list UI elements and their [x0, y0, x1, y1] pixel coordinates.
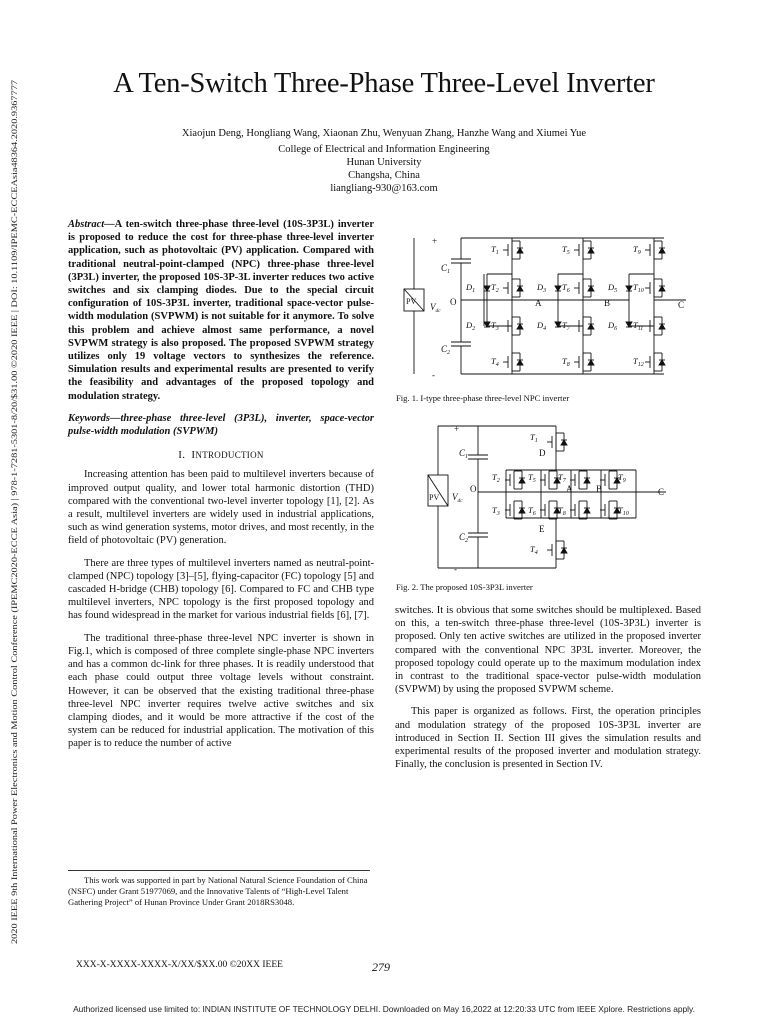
switch-label: $T_1$	[530, 432, 538, 444]
switch-label: $T_4$	[530, 544, 538, 556]
capacitor-c1-label: $C_1$	[459, 448, 469, 460]
affiliation-college: College of Electrical and Information Engineering	[278, 144, 490, 155]
igbt-switch	[574, 241, 594, 259]
igbt-switch	[547, 541, 567, 559]
igbt-switch	[574, 317, 594, 335]
abstract-text: —A ten-switch three-phase three-level (10S-3P3L) inverter is proposed to reduce the cost for three-phase three-level inverter application, such as photovoltaic (PV) application. Compared with traditional neutral-point-clamped (NPC) three-phase three-level (3P3L) inverter, the proposed 10S-3P-3L inverter reduces two active switches and six clamping diodes. Due to the special circuit configuration of 10S-3P3L inverter, traditional space-vector pulse-width modulation (SVPWM) is not suitable for it anymore. To solve this problem and achieve almost same performance, a novel SVPWM strategy is also proposed. The proposed SVPWM strategy utilizes only 19 voltage vectors to synthesizes the reference. Simulation results and experimental results are presented to verify the feasibility and advantages of the proposed topology and modulation strategy.	[68, 219, 374, 402]
figure-2-proposed-inverter	[396, 420, 696, 581]
igbt-switch	[505, 501, 525, 519]
capacitor-c2-label: $C_2$	[441, 344, 451, 356]
igbt-switch	[600, 471, 620, 489]
igbt-switch	[574, 353, 594, 371]
capacitor-c1-label: $C_1$	[441, 263, 451, 275]
igbt-switch	[574, 279, 594, 297]
igbt-switch	[645, 241, 665, 259]
author-email[interactable]: liangliang-930@163.com	[330, 183, 438, 194]
funding-footnote: This work was supported in part by National Natural Science Foundation of China (NSFC) under Grant 51977069, and the Innovative Talents of “High-Level Talent Gathering Project” of Hunan Province Under Grant 2018RS3048.	[68, 875, 368, 908]
abstract	[68, 218, 374, 403]
section-title-rest: NTRODUCTION	[195, 450, 264, 461]
license-notice: Authorized licensed use limited to: INDIAN INSTITUTE OF TECHNOLOGY DELHI. Downloaded on May 16,2022 at 12:20:33 UTC from IEEE Xplore. Restrictions apply.	[73, 1004, 695, 1014]
switch-label: $T_7$	[558, 472, 566, 484]
igbt-switch	[505, 471, 525, 489]
node-d-label: D	[539, 448, 546, 458]
side-citation-strip	[2, 78, 28, 946]
vdc-label: $V_{dc}$	[452, 492, 463, 504]
node-e-label: E	[539, 524, 545, 534]
section-title-initial: I	[191, 449, 196, 462]
switch-label: $T_9$	[633, 244, 641, 256]
switch-label: $T_1$	[491, 244, 499, 256]
switch-label: $T_9$	[618, 472, 626, 484]
igbt-switch	[570, 471, 590, 489]
igbt-switch	[600, 501, 620, 519]
right-column	[395, 604, 701, 780]
igbt-switch	[540, 471, 560, 489]
neutral-point-label: O	[470, 484, 477, 494]
igbt-switch	[503, 353, 523, 371]
clamping-diode	[626, 286, 632, 291]
switch-label: $T_5$	[528, 472, 536, 484]
phase-b-label: B	[596, 484, 603, 494]
igbt-switch	[503, 241, 523, 259]
bus-plus-label: +	[454, 424, 460, 434]
igbt-switch	[645, 317, 665, 335]
switch-label: $T_{10}$	[618, 505, 629, 517]
switch-label: $T_{10}$	[633, 282, 644, 294]
diode-label: $D_6$	[608, 320, 618, 332]
diode-label: $D_4$	[537, 320, 547, 332]
paper-title: A Ten-Switch Three-Phase Three-Level Inverter	[113, 68, 655, 99]
capacitor-c2-label: $C_2$	[459, 532, 469, 544]
phase-b-label: B	[604, 298, 611, 308]
diode-label: $D_2$	[466, 320, 476, 332]
phase-a-label: A	[566, 484, 573, 494]
igbt-switch	[645, 353, 665, 371]
switch-label: $T_{11}$	[633, 320, 644, 332]
switch-label: $T_4$	[491, 356, 499, 368]
figure-1-npc-inverter	[396, 228, 706, 389]
switch-label: $T_{12}$	[633, 356, 644, 368]
side-citation-text: 2020 IEEE 9th International Power Electronics and Motion Control Conference (IPEMC2020-ECCE Asia) | 978-1-7281-5301-8/20/$31.00 ©2020 IEEE | DOI: 10.1109/IPEMC-ECCEAsia48364.2020.9367777	[10, 257, 19, 944]
diode-label: $D_1$	[466, 282, 476, 294]
clamping-diode	[555, 286, 561, 291]
abstract-label: Abstract	[68, 219, 105, 230]
isbn-line: XXX-X-XXXX-XXXX-X/XX/$XX.00 ©20XX IEEE	[76, 960, 283, 970]
paragraph: switches. It is obvious that some switches should be multiplexed. Based on this, a ten-switch three-phase three-level (10S-3P3L) inverter is proposed. Only ten active switches are utilized in the proposed inverter compared with the conventional NPC 3P3L inverter. Moreover, the proposed topology could operate up to the maximum modulation index in contrast to the traditional space-vector pulse-width modulation (SVPWM) by using the proposed SVPWM scheme.	[395, 605, 701, 696]
pv-source-label: PV	[406, 297, 417, 306]
igbt-switch	[503, 279, 523, 297]
switch-label: $T_5$	[562, 244, 570, 256]
paragraph: There are three types of multilevel inverters named as neutral-point-clamped (NPC) topology [3]–[5], flying-capacitor (FC) topology [5] and cascaded H-bridge (CHB) topology [6]. Compared to FC and CHB type multilevel inverters, NPC topology is the first proposed topology and has found widespread in the market for various industrial fields [6], [7].	[68, 557, 374, 622]
igbt-switch	[570, 501, 590, 519]
switch-label: $T_3$	[492, 505, 500, 517]
author-list: Xiaojun Deng, Hongliang Wang, Xiaonan Zhu, Wenyuan Zhang, Hanzhe Wang and Xiumei Yue	[181, 128, 587, 139]
switch-label: $T_3$	[491, 320, 499, 332]
neutral-point-label: O	[450, 297, 457, 307]
diode-label: $D_3$	[537, 282, 547, 294]
page-number: 279	[372, 960, 390, 974]
switch-label: $T_8$	[558, 505, 566, 517]
bus-minus-label: -	[432, 370, 435, 380]
switch-label: $T_8$	[562, 356, 570, 368]
switch-label: $T_2$	[491, 282, 499, 294]
switch-label: $T_2$	[492, 472, 500, 484]
bus-minus-label: -	[454, 564, 457, 574]
bus-plus-label: +	[432, 236, 438, 246]
section-heading-introduction	[68, 449, 374, 462]
affiliation-city: Changsha, China	[348, 170, 420, 181]
clamping-diode	[484, 286, 490, 291]
figure-2-caption: Fig. 2. The proposed 10S-3P3L inverter	[396, 582, 533, 592]
left-column	[68, 218, 374, 760]
vdc-label: $V_{dc}$	[430, 302, 441, 314]
switch-label: $T_6$	[562, 282, 570, 294]
paragraph: This paper is organized as follows. First, the operation principles and modulation strategy of the proposed 10S-3P3L inverter are introduced in Section II. Section III gives the simulation results and experimental results of the proposed inverter and modulation strategy. Finally, the conclusion is presented in Section IV.	[395, 706, 701, 771]
paragraph: Increasing attention has been paid to multilevel inverters because of improved output quality, and lower total harmonic distortion (THD) compared with the conventional two-level inverter topology [1], [2]. As a result, multilevel inverters are widely used in industrial applications, such as wind generation systems, motor drives, and most recently, in the field of photovoltaic (PV) generation.	[68, 469, 374, 547]
keywords: Keywords—three-phase three-level (3P3L), inverter, space-vector pulse-width modulation (SVPWM)	[68, 412, 374, 438]
switch-label: $T_6$	[528, 505, 536, 517]
igbt-switch	[503, 317, 523, 335]
diode-label: $D_5$	[608, 282, 618, 294]
igbt-switch	[645, 279, 665, 297]
igbt-switch	[547, 433, 567, 451]
pv-source-label: PV	[429, 493, 440, 502]
footnote-divider	[68, 870, 370, 871]
phase-c-label: C	[678, 300, 685, 310]
figure-1-caption: Fig. 1. I-type three-phase three-level NPC inverter	[396, 393, 570, 403]
igbt-switch	[540, 501, 560, 519]
phase-a-label: A	[535, 298, 542, 308]
affiliation-university: Hunan University	[346, 157, 422, 168]
section-number: I.	[178, 449, 186, 462]
switch-label: $T_7$	[562, 320, 570, 332]
phase-c-label: C	[658, 487, 665, 497]
paragraph: The traditional three-phase three-level NPC inverter is shown in Fig.1, which is composed of three complete single-phase NPC inverters and has a common dc-link for three phases. It is readily understood that each phase could output three voltage levels without constraint. However, it can be observed that the existing traditional three-phase three-level NPC inverter requires twelve active switches and six clamping diodes, and it would be more attractive if the cost of the system can be reduced for industrial application. The motivation of this paper is to reduce the number of active	[68, 632, 374, 750]
